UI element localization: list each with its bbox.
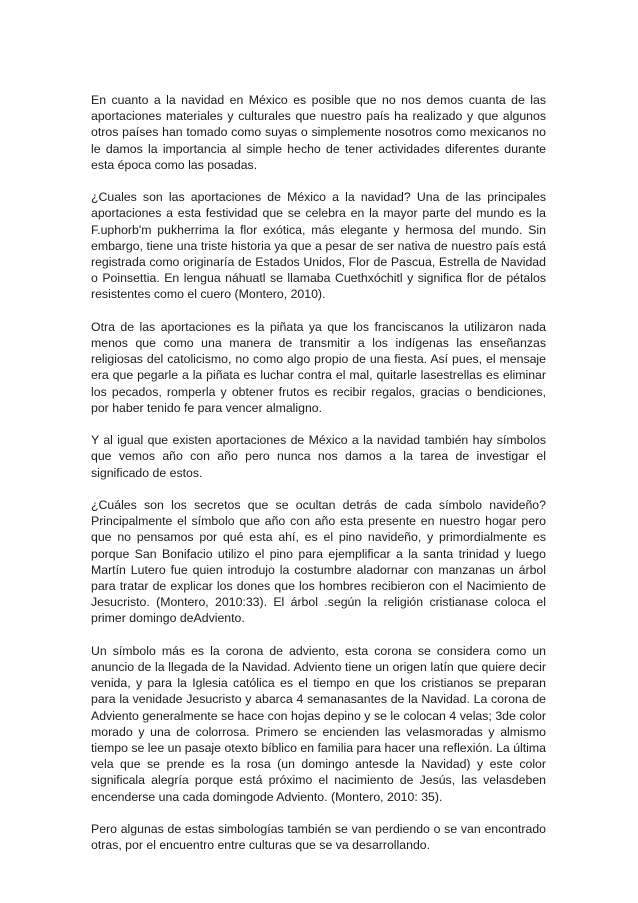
paragraph-3: Otra de las aportaciones es la piñata ya que los franciscanos la utilizaron nada menos que como una manera de transmitir a los indígenas las enseñanzas religiosas del catolicismo, no como algo propio de una fiesta. Así pues, el mensaje era que pegarle a la piñata es luchar contra el mal, quitarle lasestrellas es eliminar los pecados, romperla y obtener frutos es recibir regalos, gracias o bendiciones, por haber tenido fe para vencer almaligno. <box>91 319 546 415</box>
paragraph-2: ¿Cuales son las aportaciones de México a la navidad? Una de las principales aportaciones a esta festividad que se celebra en la mayor parte del mundo es la F.uphorb'm pukherrima la flor exótica, más elegante y hermosa del mundo. Sin embargo, tiene una triste historia ya que a pesar de ser nativa de nuestro país está registrada como originaría de Estados Unidos, Flor de Pascua, Estrella de Navidad o Poinsettia. En lengua náhuatl se llamaba Cuethxóchitl y significa flor de pétalos resistentes como el cuero (Montero, 2010). <box>91 190 546 302</box>
paragraph-4: Y al igual que existen aportaciones de México a la navidad también hay símbolos que vemos año con año pero nunca nos damos a la tarea de investigar el significado de estos. <box>91 433 546 480</box>
paragraph-7: Pero algunas de estas simbologías también se van perdiendo o se van encontrado otras, por el encuentro entre culturas que se va desarrollando. <box>91 822 546 853</box>
document-body <box>91 92 546 870</box>
paragraph-1: En cuanto a la navidad en México es posible que no nos demos cuanta de las aportaciones materiales y culturales que nuestro país ha realizado y que algunos otros países han tomado como suyas o simplemente nosotros como mexicanos no le damos la importancia al simple hecho de tener actividades diferentes durante esta época como las posadas. <box>91 93 546 172</box>
paragraph-6: Un símbolo más es la corona de adviento, esta corona se considera como un anuncio de la llegada de la Navidad. Adviento tiene un origen latín que quiere decir venida, y para la Iglesia católica es el tiempo en que los cristianos se preparan para la venidade Jesucristo y abarca 4 semanasantes de la Navidad. La corona de Adviento generalmente se hace con hojas depino y se le colocan 4 velas; 3de color morado y una de colorrosa. Primero se encienden las velasmoradas y almismo tiempo se lee un pasaje otexto bíblico en familia para hacer una reflexión. La última vela que se prende es la rosa (un domingo antesde la Navidad) y este color significala alegría porque está próximo el nacimiento de Jesús, las velasdeben encenderse una cada domingode Adviento. (Montero, 2010: 35). <box>91 643 546 804</box>
paragraph-5: ¿Cuáles son los secretos que se ocultan detrás de cada símbolo navideño? Principalmente el símbolo que año con año esta presente en nuestro hogar pero que no pensamos por qué esta ahí, es el pino navideño, y primordialmente es porque San Bonifacio utilizo el pino para ejemplificar a la santa trinidad y luego Martín Lutero fue quien introdujo la costumbre aladornar con manzanas un árbol para tratar de explicar los dones que los hombres recibieron con el Nacimiento de Jesucristo. (Montero, 2010:33). El árbol .según la religión cristianase coloca el primer domingo deAdviento. <box>91 498 546 626</box>
